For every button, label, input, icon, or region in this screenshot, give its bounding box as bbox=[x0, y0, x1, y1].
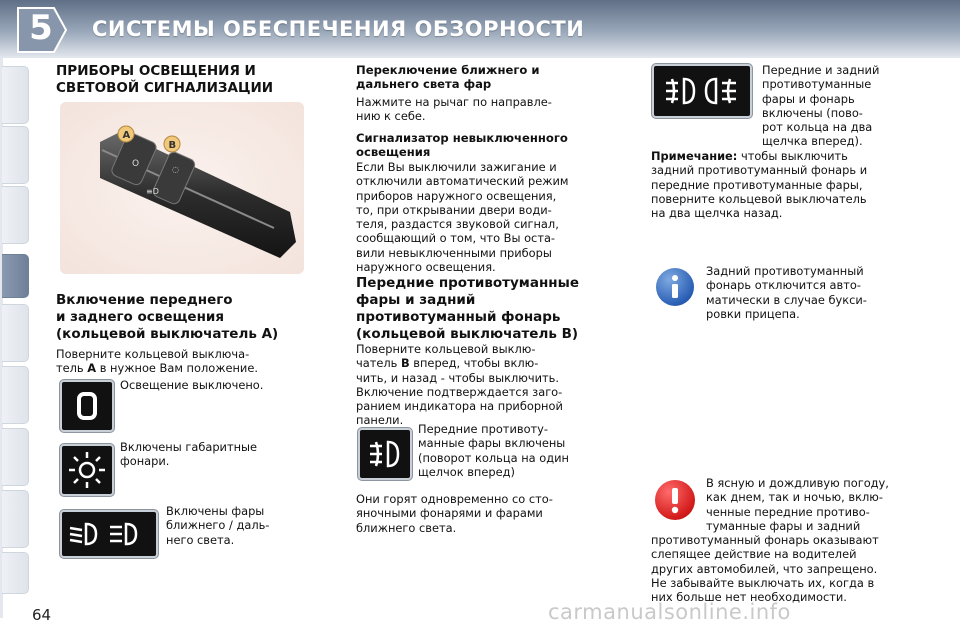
paragraph-line: Они горят одновременно со сто- bbox=[356, 492, 553, 506]
paragraph-line: Если Вы выключили зажигание и bbox=[356, 160, 557, 174]
paragraph-line: включены (пово- bbox=[762, 105, 863, 120]
side-lights-icon bbox=[60, 444, 114, 496]
front-fog-text bbox=[418, 422, 606, 479]
paragraph-line: слепящее действие на водителей bbox=[651, 547, 857, 562]
paragraph-line: Не забывайте выключать их, когда в bbox=[651, 575, 875, 590]
paragraph-line: них больше нет необходимости. bbox=[651, 590, 847, 605]
page-title: СИСТЕМЫ ОБЕСПЕЧЕНИЯ ОБЗОРНОСТИ bbox=[92, 17, 585, 41]
side-tab-5[interactable] bbox=[2, 304, 29, 362]
item-lights-off: Освещение выключено. bbox=[120, 378, 264, 392]
paragraph-line: Задний противотуманный bbox=[706, 264, 864, 278]
together-text bbox=[356, 492, 606, 535]
paragraph-line: то, при открывании двери води- bbox=[356, 202, 552, 217]
page-number: 64 bbox=[32, 606, 52, 624]
heading-line: Переключение ближнего и bbox=[356, 63, 540, 77]
side-tab-1[interactable] bbox=[2, 66, 29, 124]
paragraph-line: наружного освещения. bbox=[356, 260, 496, 275]
light-switch-stalk-illustration bbox=[60, 102, 304, 274]
paragraph-line: Примечание: чтобы выключить bbox=[651, 149, 848, 163]
front-fog-icon bbox=[358, 428, 412, 480]
paragraph-line: отключили автоматический режим bbox=[356, 174, 569, 189]
paragraph-line: Включение подтверждается заго- bbox=[356, 384, 563, 399]
note-text bbox=[651, 149, 907, 220]
paragraph-line: туманные фары и задний bbox=[706, 518, 861, 533]
paragraph-line: передние противотуманные фары, bbox=[651, 177, 863, 192]
paragraph-line: чить, и назад - чтобы выключить. bbox=[356, 370, 559, 385]
heading-line: Сигнализатор невыключенного bbox=[356, 131, 568, 145]
item-dipped-main-beam bbox=[166, 504, 269, 547]
front-rear-fog-icon bbox=[652, 64, 752, 118]
paragraph-line: яночными фонарями и фарами bbox=[356, 506, 543, 521]
side-tab-6[interactable] bbox=[2, 366, 29, 424]
paragraph-line: (поворот кольца на один bbox=[418, 450, 569, 465]
paragraph-line: задний противотуманный фонарь и bbox=[651, 163, 868, 178]
warning-text-body bbox=[651, 533, 907, 604]
paragraph-line: как днем, так и ночью, вклю- bbox=[706, 490, 883, 505]
side-tab-3[interactable] bbox=[2, 186, 29, 244]
paragraph-line: фары и фонарь bbox=[762, 91, 855, 106]
paragraph-line: фонарь отключится авто- bbox=[706, 278, 861, 293]
paragraph-line: ближнего / даль- bbox=[166, 518, 270, 533]
heading-line: освещения bbox=[356, 145, 431, 159]
paragraph-line: Поверните кольцевой выключа- bbox=[56, 347, 250, 361]
paragraph-line: поверните кольцевой выключатель bbox=[651, 191, 867, 206]
warning-text-head bbox=[706, 476, 906, 533]
paragraph-line: противотуманные bbox=[762, 77, 872, 92]
side-tab-active[interactable] bbox=[2, 254, 29, 298]
paragraph-line: противотуманный фонарь оказывают bbox=[651, 533, 879, 547]
svg-text:O: O bbox=[132, 159, 140, 169]
paragraph-line: нию к себе. bbox=[356, 109, 426, 124]
paragraph-line: ранием индикатора на приборной bbox=[356, 399, 563, 414]
section-heading-line: СВЕТОВОЙ СИГНАЛИЗАЦИИ bbox=[56, 80, 274, 96]
beam-switch-heading bbox=[356, 63, 540, 91]
paragraph-line: Передние и задний bbox=[762, 63, 880, 77]
svg-text:≡D: ≡D bbox=[146, 187, 159, 196]
paragraph-line: Поверните кольцевой выклю- bbox=[356, 342, 536, 356]
svg-text:◌: ◌ bbox=[172, 165, 179, 174]
both-fog-text bbox=[762, 63, 907, 149]
paragraph-line: на два щелчка назад. bbox=[651, 206, 783, 221]
side-tab-8[interactable] bbox=[2, 490, 29, 548]
alarm-text bbox=[356, 160, 606, 274]
subsection-heading-ring-a bbox=[56, 292, 326, 343]
paragraph-line: тель A в нужное Вам положение. bbox=[56, 361, 258, 376]
subsection-heading-line: (кольцевой выключатель A) bbox=[56, 326, 279, 342]
chapter-number: 5 bbox=[29, 8, 53, 48]
paragraph-line: ровки прицепа. bbox=[706, 306, 800, 321]
paragraph-line: него света. bbox=[166, 532, 235, 547]
alarm-heading bbox=[356, 131, 568, 159]
paragraph-line: рот кольца на два bbox=[762, 120, 873, 135]
side-tab-7[interactable] bbox=[2, 428, 29, 486]
fog-heading bbox=[356, 275, 616, 343]
fog-text bbox=[356, 342, 606, 428]
heading-line: противотуманный фонарь bbox=[356, 309, 561, 325]
section-heading bbox=[56, 63, 273, 97]
paragraph-line: щелчок вперед) bbox=[418, 464, 515, 479]
paragraph-line: Включены габаритные bbox=[120, 440, 258, 454]
paragraph-line: других автомобилей, что запрещено. bbox=[651, 561, 878, 576]
heading-line: (кольцевой выключатель B) bbox=[356, 326, 579, 342]
side-tab-9[interactable] bbox=[2, 552, 29, 594]
paragraph-line: вили невыключенными приборы bbox=[356, 245, 552, 260]
paragraph-line: ченные передние противо- bbox=[706, 504, 870, 519]
paragraph-line: Включены фары bbox=[166, 504, 265, 518]
paragraph-line: манные фары включены bbox=[418, 436, 566, 451]
paragraph-line: приборов наружного освещения, bbox=[356, 188, 557, 203]
paragraph-line: чатель B вперед, чтобы вклю- bbox=[356, 356, 539, 371]
subsection-heading-line: и заднего освещения bbox=[56, 309, 225, 325]
paragraph-line: щелчка вперед). bbox=[762, 134, 863, 149]
warning-icon bbox=[655, 480, 695, 520]
section-heading-line: ПРИБОРЫ ОСВЕЩЕНИЯ И bbox=[56, 63, 256, 79]
paragraph-line: Передние противоту- bbox=[418, 422, 549, 436]
paragraph-line: матически в случае букси- bbox=[706, 292, 867, 307]
ring-a-intro bbox=[56, 347, 310, 376]
paragraph-line: фонари. bbox=[120, 454, 170, 469]
subsection-heading-line: Включение переднего bbox=[56, 292, 233, 308]
dipped-main-beam-icon bbox=[60, 510, 158, 558]
watermark: carmanualsonline.info bbox=[548, 600, 791, 624]
side-tab-2[interactable] bbox=[2, 126, 29, 184]
paragraph-line: ближнего света. bbox=[356, 520, 457, 535]
paragraph-line: Нажмите на рычаг по направле- bbox=[356, 95, 552, 109]
lights-off-icon bbox=[60, 380, 114, 432]
label-b-text: B bbox=[168, 140, 177, 151]
paragraph-line: В ясную и дождливую погоду, bbox=[706, 476, 889, 490]
label-a-text: A bbox=[122, 130, 131, 141]
beam-switch-text bbox=[356, 95, 606, 124]
heading-line: дальнего света фар bbox=[356, 77, 492, 91]
info-icon bbox=[656, 268, 694, 306]
paragraph-line: сообщающий о том, что Вы оста- bbox=[356, 231, 556, 246]
paragraph-line: теля, раздастся звуковой сигнал, bbox=[356, 217, 559, 232]
info-text bbox=[706, 264, 906, 321]
heading-line: фары и задний bbox=[356, 292, 476, 308]
item-side-lights bbox=[120, 440, 257, 469]
heading-line: Передние противотуманные bbox=[356, 275, 579, 291]
paragraph-line: панели. bbox=[356, 413, 404, 428]
